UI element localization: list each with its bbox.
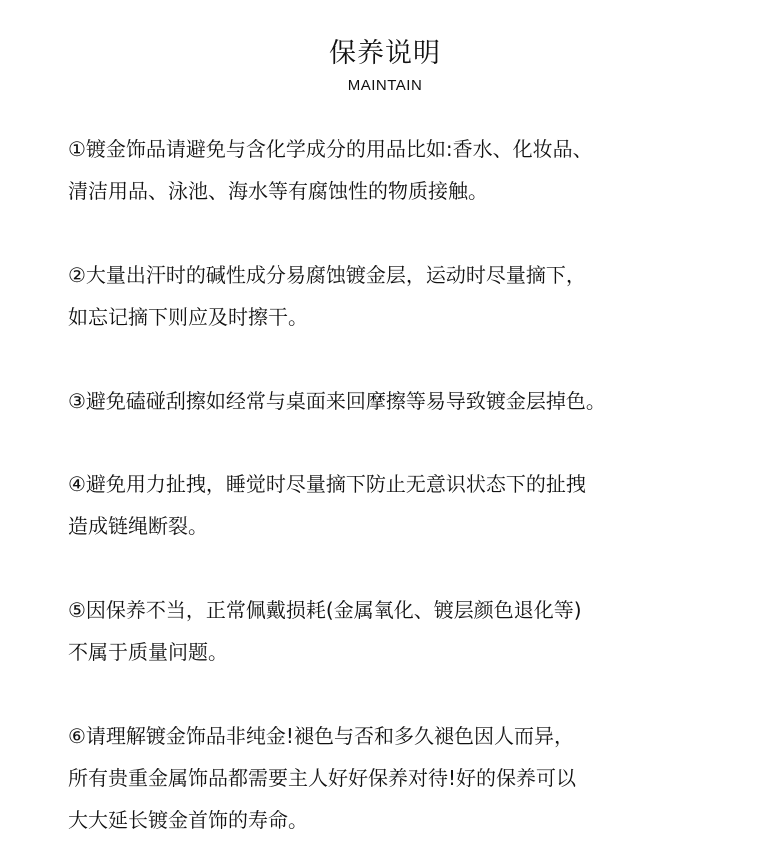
instruction-line: 如忘记摘下则应及时擦干。 [68,305,308,329]
instruction-item-5 [68,589,748,673]
instruction-line: ②大量出汗时的碱性成分易腐蚀镀金层，运动时尽量摘下， [68,263,586,287]
instruction-line: ①镀金饰品请避免与含化学成分的用品比如:香水、化妆品、 [68,137,593,161]
instruction-line: 大大延长镀金首饰的寿命。 [68,808,308,832]
instruction-line: ⑥请理解镀金饰品非纯金!褪色与否和多久褪色因人而异， [68,724,574,748]
instruction-line: 所有贵重金属饰品都需要主人好好保养对待!好的保养可以 [68,766,577,790]
instruction-item-2 [68,254,748,338]
instruction-line: 清洁用品、泳池、海水等有腐蚀性的物质接触。 [68,179,488,203]
instruction-item-3 [68,380,748,422]
instruction-line: 不属于质量问题。 [68,640,228,664]
instruction-line: 造成链绳断裂。 [68,514,208,538]
instruction-line: ③避免磕碰刮擦如经常与桌面来回摩擦等易导致镀金层掉色。 [68,389,606,413]
instruction-item-1 [68,128,748,212]
instruction-line: ④避免用力扯拽，睡觉时尽量摘下防止无意识状态下的扯拽 [68,472,586,496]
instruction-item-6 [68,715,748,841]
page-subtitle: MAINTAIN [347,77,423,94]
page-title: 保养说明 [329,38,441,69]
instruction-item-4 [68,463,748,547]
instruction-line: ⑤因保养不当，正常佩戴损耗(金属氧化、镀层颜色退化等) [68,598,582,622]
